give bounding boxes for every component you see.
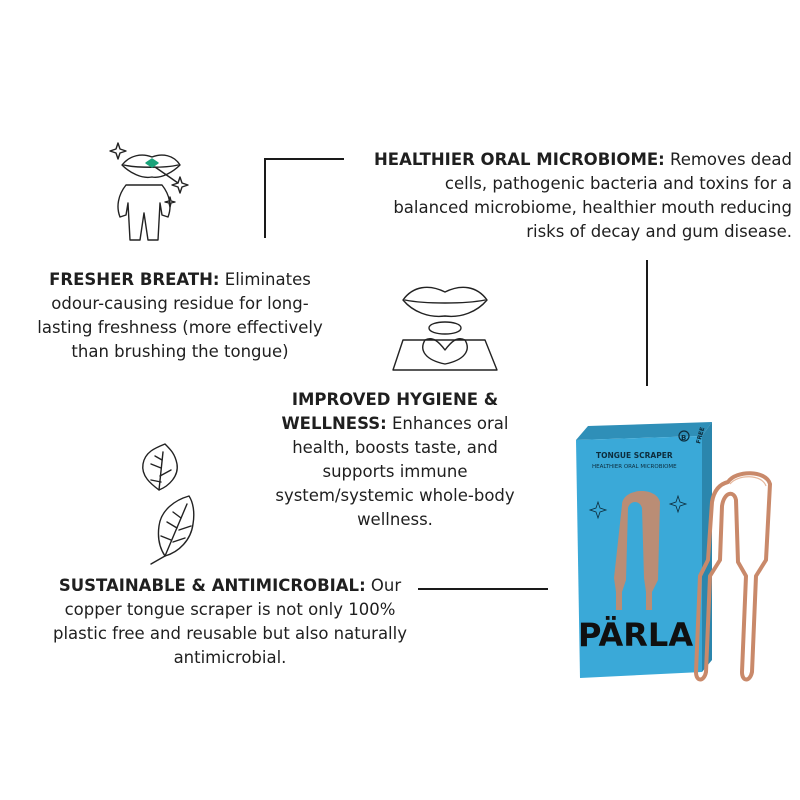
feature-body: Enhances oral: [391, 414, 509, 433]
feature-body: lasting freshness (more effectively: [37, 318, 323, 337]
feature-body: cells, pathogenic bacteria and toxins for a: [444, 174, 792, 193]
feature-body: Our: [370, 576, 402, 595]
feature-hygiene: [252, 388, 538, 532]
feature-body: balanced microbiome, healthier mouth reducing: [393, 198, 792, 217]
feature-text: [30, 268, 330, 364]
feature-heading: IMPROVED HYGIENE &: [291, 390, 499, 409]
leaves-icon: [135, 440, 210, 570]
connector-line: [418, 588, 548, 590]
feature-body: risks of decay and gum disease.: [526, 222, 792, 241]
feature-body: copper tongue scraper is not only 100%: [64, 600, 396, 619]
feature-text: [360, 148, 792, 244]
feature-body: plastic free and reusable but also naturally: [53, 624, 407, 643]
feature-body: Eliminates: [224, 270, 311, 289]
feature-body: system/systemic whole-body: [275, 486, 515, 505]
connector-line: [646, 260, 648, 386]
brand-logo: PÄRLA: [578, 616, 694, 654]
feature-text: [30, 574, 430, 670]
feature-heading: HEALTHIER ORAL MICROBIOME:: [373, 150, 665, 169]
feature-body: odour-causing residue for long-: [51, 294, 309, 313]
connector-line: [264, 158, 344, 160]
plastic-free-badge: FREE: [695, 426, 707, 445]
feature-heading: FRESHER BREATH:: [49, 270, 220, 289]
feature-oral-microbiome: [360, 148, 792, 244]
box-subtitle: HEALTHIER ORAL MICROBIOME: [592, 464, 677, 470]
connector-line: [264, 158, 266, 238]
feature-body: antimicrobial.: [173, 648, 287, 667]
feature-heading: SUSTAINABLE & ANTIMICROBIAL:: [58, 576, 366, 595]
box-title: TONGUE SCRAPER: [596, 451, 673, 460]
feature-body: than brushing the tongue): [71, 342, 289, 361]
product-image: [560, 410, 785, 695]
lips-meditation-icon: [385, 280, 505, 380]
feature-text: [252, 388, 538, 532]
person-mouth-sparkle-icon: [100, 135, 210, 245]
feature-sustainable: [30, 574, 430, 670]
feature-body: Removes dead: [669, 150, 792, 169]
bcorp-badge-text: B: [681, 434, 687, 442]
feature-fresher-breath: [30, 268, 330, 364]
feature-body: supports immune: [322, 462, 468, 481]
feature-heading: WELLNESS:: [281, 414, 387, 433]
feature-body: health, boosts taste, and: [292, 438, 498, 457]
feature-body: wellness.: [357, 510, 433, 529]
